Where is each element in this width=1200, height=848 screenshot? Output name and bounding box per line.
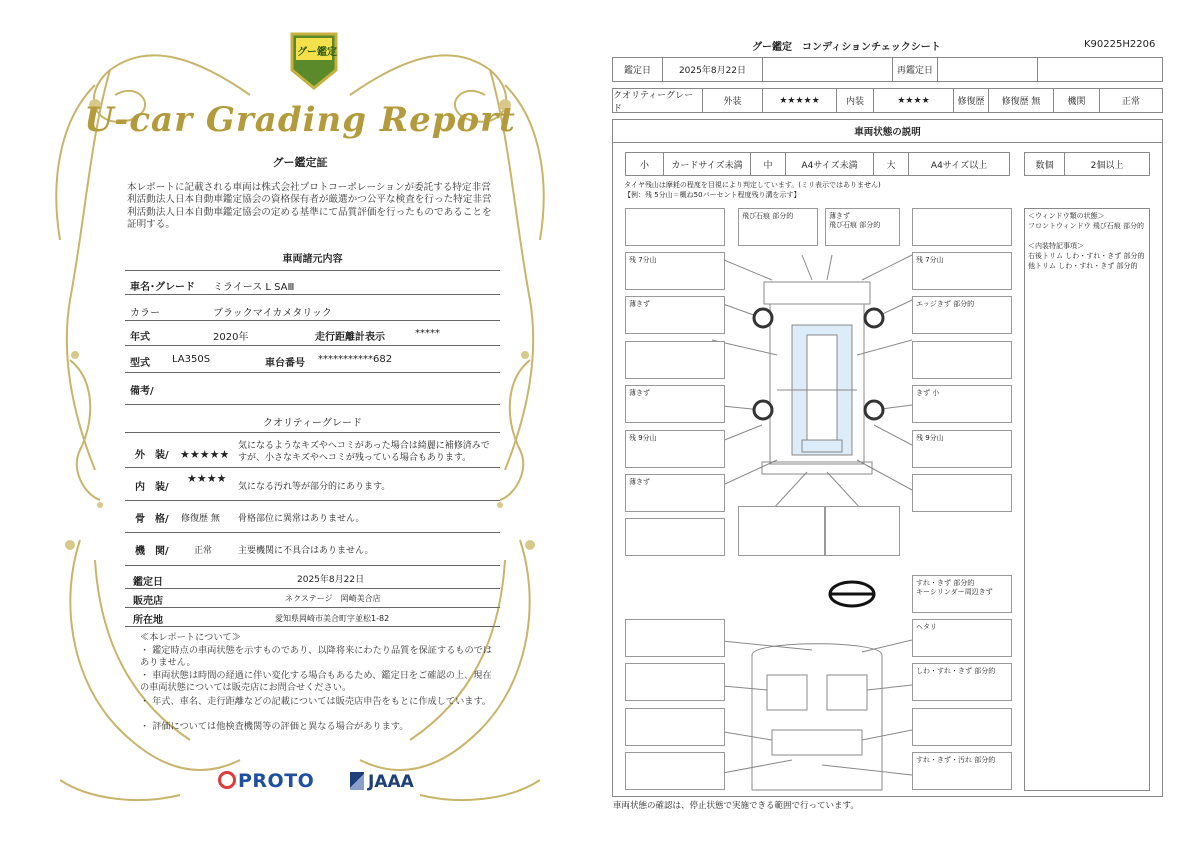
frame-label: 骨 格/	[135, 514, 169, 525]
remarks-label: 備考/	[130, 386, 154, 397]
divider	[125, 432, 500, 433]
exterior-stars: ★★★★★	[180, 448, 230, 461]
jaaa-logo: JAAA	[350, 772, 414, 792]
frame-value: 修復歴 無	[181, 514, 220, 524]
divider	[125, 320, 500, 321]
condition-box: 薄きず	[625, 385, 725, 423]
exterior-label: 外 装/	[135, 450, 169, 461]
passenger-seat	[827, 675, 867, 710]
condition-box: 薄きず 飛び石痕 部分的	[825, 208, 900, 246]
front-left-tire	[754, 309, 772, 327]
exterior-text: 気になるようなキズやヘコミがあった場合は綺麗に補修済みですが、小さなキズやヘコミが残っている場合もあります。	[238, 441, 490, 463]
date-value: 2025年8月22日	[297, 575, 365, 585]
condition-box	[625, 619, 725, 657]
divider	[125, 467, 500, 468]
interior-stars: ★★★★	[187, 472, 227, 485]
engine-label: 機関	[1054, 89, 1100, 112]
year-label: 年式	[130, 332, 150, 343]
shop-value: ネクステージ 岡崎美合店	[285, 594, 381, 603]
frame-text: 骨格部位に異常はありません。	[238, 514, 365, 524]
divider	[125, 404, 500, 405]
exterior-stars: ★★★★★	[763, 89, 837, 112]
quality-grade-label: クオリティーグレード	[613, 89, 703, 112]
rear-right-tire	[865, 401, 883, 419]
notes-title: ≪本レポートについて≫	[140, 632, 241, 643]
size-legend	[625, 152, 1010, 176]
condition-box	[625, 341, 725, 379]
model-label: 型式	[130, 358, 150, 369]
interior-outline	[752, 644, 882, 790]
condition-box: 飛び石痕 部分的	[738, 208, 818, 246]
divider	[125, 345, 500, 346]
size-medium: 中	[751, 153, 786, 175]
size-medium-desc: A4サイズ未満	[786, 153, 874, 175]
address-value: 愛知県岡崎市美合町字並松1-82	[275, 614, 390, 623]
front-right-tire	[865, 309, 883, 327]
address-label: 所在地	[133, 615, 163, 626]
inspection-date-value: 2025年8月22日	[663, 58, 763, 81]
condition-box	[625, 208, 725, 246]
proto-mark-icon	[218, 771, 236, 789]
color-label: カラー	[130, 308, 160, 319]
size-large: 大	[874, 153, 909, 175]
divider	[125, 626, 500, 627]
chassis-value: ***********682	[318, 354, 393, 365]
script-title: U-car Grading Report	[84, 100, 516, 140]
divider	[125, 532, 500, 533]
tire-box-front-left: 残 7分山	[625, 252, 725, 290]
condition-box	[625, 518, 725, 556]
proto-logo: PROTO	[218, 770, 314, 792]
engine-label: 機 関/	[135, 546, 169, 557]
note-line: ＜ウィンドウ類の状態＞	[1028, 212, 1105, 220]
model-value: LA350S	[172, 354, 211, 365]
year-value: 2020年	[213, 332, 249, 343]
repair-label: 修復歴	[954, 89, 989, 112]
rear-left-tire	[754, 401, 772, 419]
note-line	[1028, 231, 1146, 241]
note-item: ・ 車両状態は時間の経過に伴い変化する場合もあるため、鑑定日をご確認の上、現在の車両状態については販売店にお問合せください。	[140, 670, 492, 693]
divider	[125, 500, 500, 501]
count-label: 数個	[1025, 153, 1065, 175]
chassis-label: 車台番号	[265, 358, 305, 369]
divider	[125, 607, 500, 608]
front-bumper	[764, 282, 870, 304]
count-desc: 2個以上	[1090, 160, 1124, 171]
quality-row	[612, 88, 1163, 113]
condition-box: 薄きず	[625, 474, 725, 512]
special-notes-panel	[1024, 208, 1150, 791]
condition-box	[625, 708, 725, 746]
date-label: 鑑定日	[133, 577, 163, 588]
condition-box	[912, 474, 1012, 512]
shop-label: 販売店	[133, 596, 163, 607]
size-small: 小	[626, 153, 664, 175]
condition-box: エッジきず 部分的	[912, 296, 1012, 334]
sheet-code: K90225H2206	[1084, 39, 1156, 50]
engine-value: 正常	[1121, 97, 1140, 107]
divider	[125, 588, 500, 589]
note-line: フロントウィンドウ 飛び石痕 部分的	[1028, 222, 1145, 230]
divider	[125, 270, 500, 271]
note-line: 右後トリム しわ・すれ・きず 部分的	[1028, 252, 1145, 260]
certificate-statement: 本レポートに記載される車両は株式会社プロトコーポレーションが委託する特定非営利活動法人日本自動車鑑定協会の資格保有者が厳選かつ公平な検査を行った特定非営利活動法人日本自動車鑑定協会の定める基準にて品質評価を行ったものであることを証明する。	[127, 182, 492, 231]
condition-box	[825, 506, 900, 556]
mileage-value: *****	[415, 328, 440, 339]
tire-example: 【例：残 5分山＝概ね50パーセント程度残り溝を示す】	[624, 191, 801, 199]
interior-label: 内装	[837, 89, 874, 112]
repair-value: 修復歴 無	[989, 89, 1054, 112]
note-line: ＜内装特記事項＞	[1028, 242, 1084, 250]
size-large-desc: A4サイズ以上	[930, 160, 988, 171]
tire-box-front-right: 残 7分山	[912, 252, 1012, 290]
interior-condition-box: すれ・きず・汚れ 部分的	[912, 752, 1012, 790]
section-title: 車両状態の説明	[612, 119, 1163, 143]
condition-box	[912, 341, 1012, 379]
goo-appraisal-logo	[288, 30, 340, 92]
condition-box	[912, 208, 1012, 246]
engine-value: 正常	[194, 546, 213, 556]
divider	[125, 294, 500, 295]
engine-text: 主要機関に不具合はありません。	[238, 546, 374, 556]
interior-condition-box: しわ・すれ・きず 部分的	[912, 663, 1012, 701]
sheet-footer: 車両状態の確認は、停止状態で実施できる範囲で行っています。	[613, 801, 859, 811]
tire-note: タイヤ残山は摩耗の程度を目視により判定しています。(ミリ表示ではありません)	[624, 181, 881, 189]
size-small-desc: カードサイズ未満	[664, 153, 751, 175]
condition-box	[738, 506, 825, 556]
inspection-date-label: 鑑定日	[613, 58, 663, 81]
rear-glass	[802, 440, 842, 452]
note-item: ・ 鑑定時点の車両状態を示すものであり、以降将来にわたり品質を保証するものではありません。	[140, 645, 493, 668]
exterior-label: 外装	[703, 89, 763, 112]
driver-seat	[767, 675, 807, 710]
note-item: ・ 評価については他検査機関等の評価と異なる場合があります。	[140, 721, 409, 732]
date-row	[612, 57, 1163, 82]
steering-condition-box: すれ・きず 部分的 キーシリンダー周辺きず	[912, 575, 1012, 613]
tire-box-rear-left: 残 9分山	[625, 430, 725, 468]
condition-box	[625, 752, 725, 790]
name-label: 車名･グレード	[130, 282, 195, 293]
condition-box: きず 小	[912, 385, 1012, 423]
divider	[125, 565, 500, 566]
count-legend	[1024, 152, 1150, 176]
tire-box-rear-right: 残 9分山	[912, 430, 1012, 468]
interior-stars: ★★★★	[874, 89, 954, 112]
name-value: ミライース L SAⅢ	[213, 282, 295, 293]
interior-condition-box: ヘタリ	[912, 619, 1012, 657]
color-value: ブラックマイカメタリック	[213, 308, 332, 319]
reinspection-date-value	[938, 58, 1038, 81]
jaaa-mark-icon	[350, 772, 364, 790]
condition-box	[625, 663, 725, 701]
interior-label: 内 装/	[135, 482, 169, 493]
condition-box	[912, 708, 1012, 746]
divider	[125, 372, 500, 373]
reinspection-date-label: 再鑑定日	[893, 58, 938, 81]
note-line: 他トリム しわ・すれ・きず 部分的	[1028, 262, 1138, 270]
logo-text: グー鑑定	[297, 47, 337, 58]
mileage-label: 走行距離計表示	[315, 332, 385, 343]
quality-heading: クオリティーグレード	[263, 418, 362, 429]
interior-text: 気になる汚れ等が部分的にあります。	[238, 482, 391, 492]
certificate-title: グー鑑定証	[272, 156, 328, 169]
note-item: ・ 年式、車名、走行距離などの記載については販売店申告をもとに作成しています。	[140, 696, 492, 707]
steering-wheel-icon	[830, 582, 874, 606]
sheet-title: グー鑑定 コンディションチェックシート	[752, 42, 941, 53]
rear-seat	[772, 730, 862, 755]
specs-heading: 車両諸元内容	[282, 254, 343, 265]
condition-box: 薄きず	[625, 296, 725, 334]
